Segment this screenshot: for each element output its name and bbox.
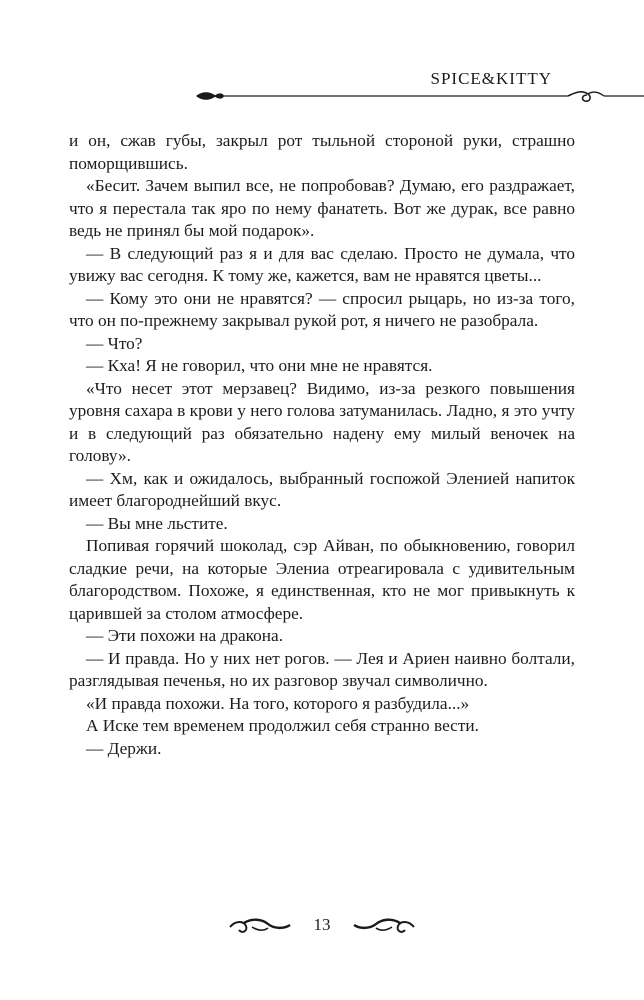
paragraph: «Бесит. Зачем выпил все, не попробовав? Думаю, его раздражает, что я перестала так яро по нему фанатеть. Вот же дурак, все равно ведь не принял бы мой подарок».: [69, 176, 575, 240]
paragraph: — Вы мне льстите.: [86, 513, 228, 533]
flourish-rule-icon: [0, 0, 644, 110]
page-footer: [0, 905, 644, 945]
paragraph: Попивая горячий шоколад, сэр Айван, по обыкновению, говорил сладкие речи, на которые Элениа отреагировала с удивительным благородством. Похоже, я единственная, кто не мог привыкнуть к царившей за столом атмосфере.: [69, 536, 575, 623]
paragraph: — Кха! Я не говорил, что они мне не нравятся.: [86, 356, 433, 375]
paragraph: — Эти похожи на дракона.: [86, 626, 284, 645]
paragraph: — Хм, как и ожидалось, выбранный госпожой Эленией напиток имеет благороднейший вкус.: [69, 468, 575, 510]
paragraph: «И правда похожи. На того, которого я разбудила...»: [86, 693, 470, 713]
paragraph: — В следующий раз я и для вас сделаю. Просто не думала, что увижу вас сегодня. К тому же, кажется, вам не нравятся цветы...: [69, 243, 575, 285]
paragraph: — Что?: [86, 333, 143, 353]
page-number: 13: [313, 915, 331, 934]
paragraph: — И правда. Но у них нет рогов. — Лея и Ариен наивно болтали, разглядывая печенья, но их разговор звучал символично.: [69, 648, 575, 690]
running-title: SPICE&KITTY: [430, 69, 552, 88]
paragraph: — Кому это они не нравятся? — спросил рыцарь, но из-за того, что он по-прежнему закрывал рукой рот, я ничего не разобрала.: [69, 288, 575, 330]
paragraph: «Что несет этот мерзавец? Видимо, из-за резкого повышения уровня сахара в крови у него голова затуманилась. Ладно, я это учту и в следующий раз обязательно надену ему милый веночек на голову».: [69, 378, 575, 465]
body-text: [69, 130, 575, 760]
paragraph: А Иске тем временем продолжил себя странно вести.: [86, 716, 479, 735]
page-header: [0, 0, 644, 110]
paragraph: и он, сжав губы, закрыл рот тыльной стороной руки, страшно поморщившись.: [69, 131, 575, 173]
paragraph: — Держи.: [86, 738, 162, 758]
